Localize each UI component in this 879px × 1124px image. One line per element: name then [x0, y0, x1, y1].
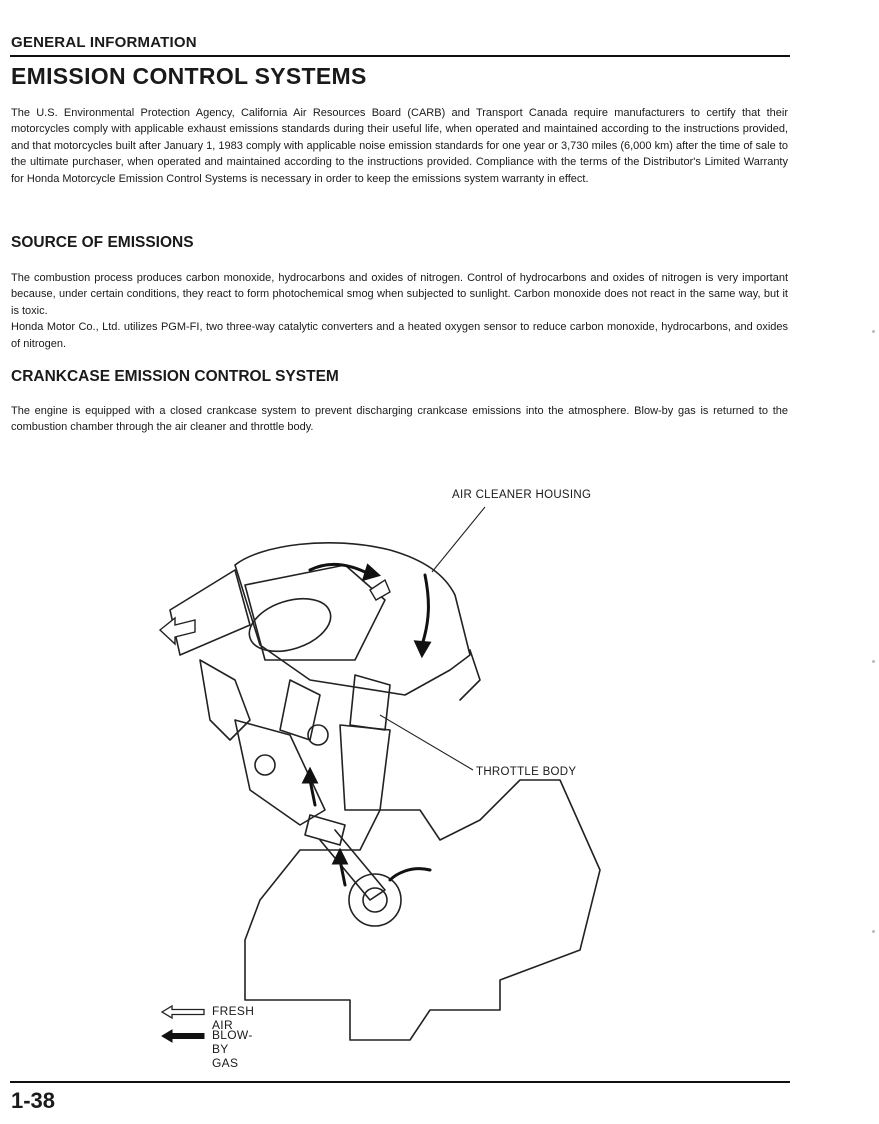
- piston: [305, 815, 345, 845]
- crankcase-heading: CRANKCASE EMISSION CONTROL SYSTEM: [11, 368, 339, 385]
- crankshaft: [349, 874, 401, 926]
- source-heading: SOURCE OF EMISSIONS: [11, 234, 194, 251]
- label-throttle-body: THROTTLE BODY: [476, 766, 577, 778]
- blow-by-arrow-icon: [160, 1029, 206, 1043]
- legend-blow-by-label: BLOW-BY GAS: [212, 1028, 253, 1070]
- crankcase-body: [245, 780, 600, 1040]
- crankcase-paragraph: The engine is equipped with a closed crankcase system to prevent discharging crankcase emissions into the atmosphere. Blow-by gas is returned to the combustion chamber through the air cleaner and throttle body.: [11, 405, 788, 434]
- throttle-body-rear: [350, 675, 390, 730]
- filter-element: [243, 589, 338, 661]
- connecting-rod: [320, 830, 385, 900]
- source-paragraph-1: The combustion process produces carbon monoxide, hydrocarbons and oxides of nitrogen. Control of hydrocarbons and oxides of nitrogen is very important because, under certain conditions, they react to form photochemical smog when subjected to sunlight. Carbon monoxide does not react in the same way, but it is toxic.: [11, 272, 788, 317]
- source-body: [11, 270, 788, 352]
- legend-fresh-air-label: FRESH AIR: [212, 1004, 255, 1032]
- page-number: 1-38: [11, 1088, 56, 1113]
- rear-cylinder: [340, 725, 390, 810]
- label-air-cleaner-housing: AIR CLEANER HOUSING: [452, 489, 592, 501]
- throttle-body-front: [280, 680, 320, 740]
- footer-rule: [10, 1081, 790, 1083]
- scan-mark: [872, 660, 875, 663]
- source-paragraph-2: Honda Motor Co., Ltd. utilizes PGM-FI, two three-way catalytic converters and a heated oxygen sensor to reduce carbon monoxide, hydrocarbons, and oxides of nitrogen.: [11, 321, 788, 350]
- section-label: GENERAL INFORMATION: [11, 34, 197, 51]
- leader-throttle: [380, 715, 473, 770]
- leader-air-cleaner: [432, 507, 485, 572]
- intake-duct: [170, 570, 250, 655]
- scan-mark: [872, 930, 875, 933]
- fresh-air-arrow-icon: [160, 1005, 206, 1019]
- scan-mark: [872, 330, 875, 333]
- header-rule: [10, 55, 790, 57]
- page-title: EMISSION CONTROL SYSTEMS: [11, 63, 367, 89]
- air-cleaner-housing-outline: [235, 543, 470, 695]
- intro-paragraph: The U.S. Environmental Protection Agency, California Air Resources Board (CARB) and Transport Canada require manufacturers to certify that their motorcycles comply with applicable exhaust emissions standards during their useful life, when operated and maintained according to the instructions provided, and that motorcycles built after January 1, 1983 comply with applicable noise emission standards for one year or 3,730 miles (6,000 km) after the time of sale to the ultimate purchaser, when operated and maintained according to the instructions provided. Compliance with the terms of the Distributor's Limited Warranty for Honda Motorcycle Emission Control Systems is necessary in order to keep the emissions system warranty in effect.: [11, 107, 788, 185]
